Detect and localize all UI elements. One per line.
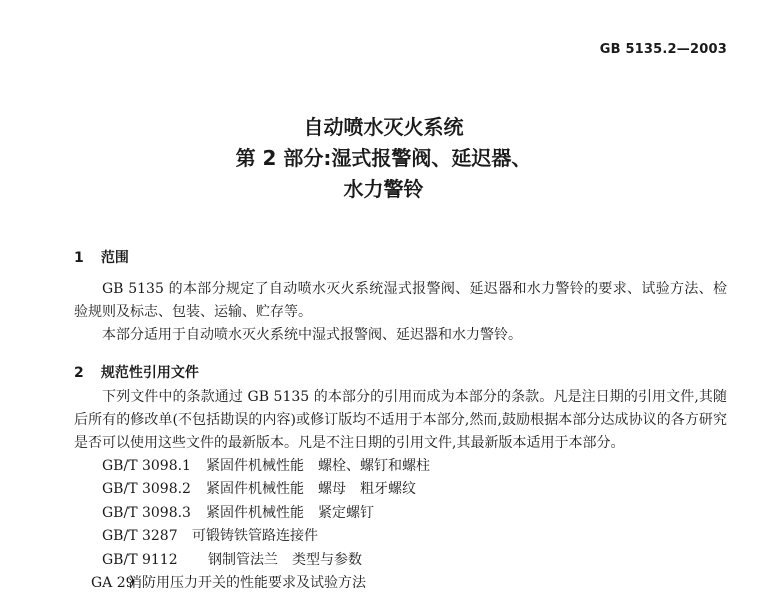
reference-item	[102, 525, 430, 548]
reference-code: GB/T 9112	[102, 551, 178, 568]
title-line-2: 第 2 部分:湿式报警阀、延迟器、	[235, 146, 532, 170]
title-line-3: 水力警铃	[343, 177, 424, 201]
reference-code: GB/T 3098.3	[102, 504, 191, 521]
reference-title: 消防用压力开关的性能要求及试验方法	[128, 574, 366, 591]
reference-title: 钢制管法兰 类型与参数	[208, 551, 362, 568]
reference-item	[91, 572, 430, 595]
standard-code: GB 5135.2—2003	[599, 42, 727, 57]
reference-title: 可锻铸铁管路连接件	[192, 528, 318, 545]
section-2-heading	[74, 362, 199, 382]
reference-code: GB/T 3287	[102, 528, 178, 545]
document-title	[0, 112, 767, 205]
reference-item	[102, 502, 430, 525]
reference-code: GB/T 3098.2	[102, 481, 191, 498]
title-line-1: 自动喷水灭火系统	[303, 115, 464, 139]
reference-title: 紧固件机械性能 螺母 粗牙螺纹	[206, 481, 416, 498]
section-title: 规范性引用文件	[100, 365, 199, 381]
reference-title: 紧固件机械性能 紧定螺钉	[206, 504, 374, 521]
reference-item	[102, 478, 430, 501]
reference-code: GA 29	[91, 574, 135, 591]
section-number: 1	[74, 250, 84, 266]
section-2-paragraph-1: 下列文件中的条款通过 GB 5135 的本部分的引用而成为本部分的条款。凡是注日期的引用文件,其随后所有的修改单(不包括勘误的内容)或修订版均不适用于本部分,然而,鼓励根据本部分达成协议的各方研究是否可以使用这些文件的最新版本。凡是不注日期的引用文件,其最新版本适用于本部分。	[74, 389, 727, 451]
reference-code: GB/T 3098.1	[102, 458, 191, 474]
section-1-paragraph-1: GB 5135 的本部分规定了自动喷水灭火系统湿式报警阀、延迟器和水力警铃的要求、试验方法、检验规则及标志、包装、运输、贮存等。	[74, 281, 727, 320]
reference-item	[102, 455, 430, 478]
section-1-paragraph-2: 本部分适用于自动喷水灭火系统中湿式报警阀、延迟器和水力警铃。	[102, 327, 522, 343]
reference-title: 紧固件机械性能 螺栓、螺钉和螺柱	[206, 458, 430, 474]
section-number: 2	[74, 365, 84, 381]
reference-list	[91, 455, 430, 595]
section-1-heading	[74, 247, 129, 267]
section-title: 范围	[100, 250, 129, 266]
reference-item	[102, 549, 430, 572]
